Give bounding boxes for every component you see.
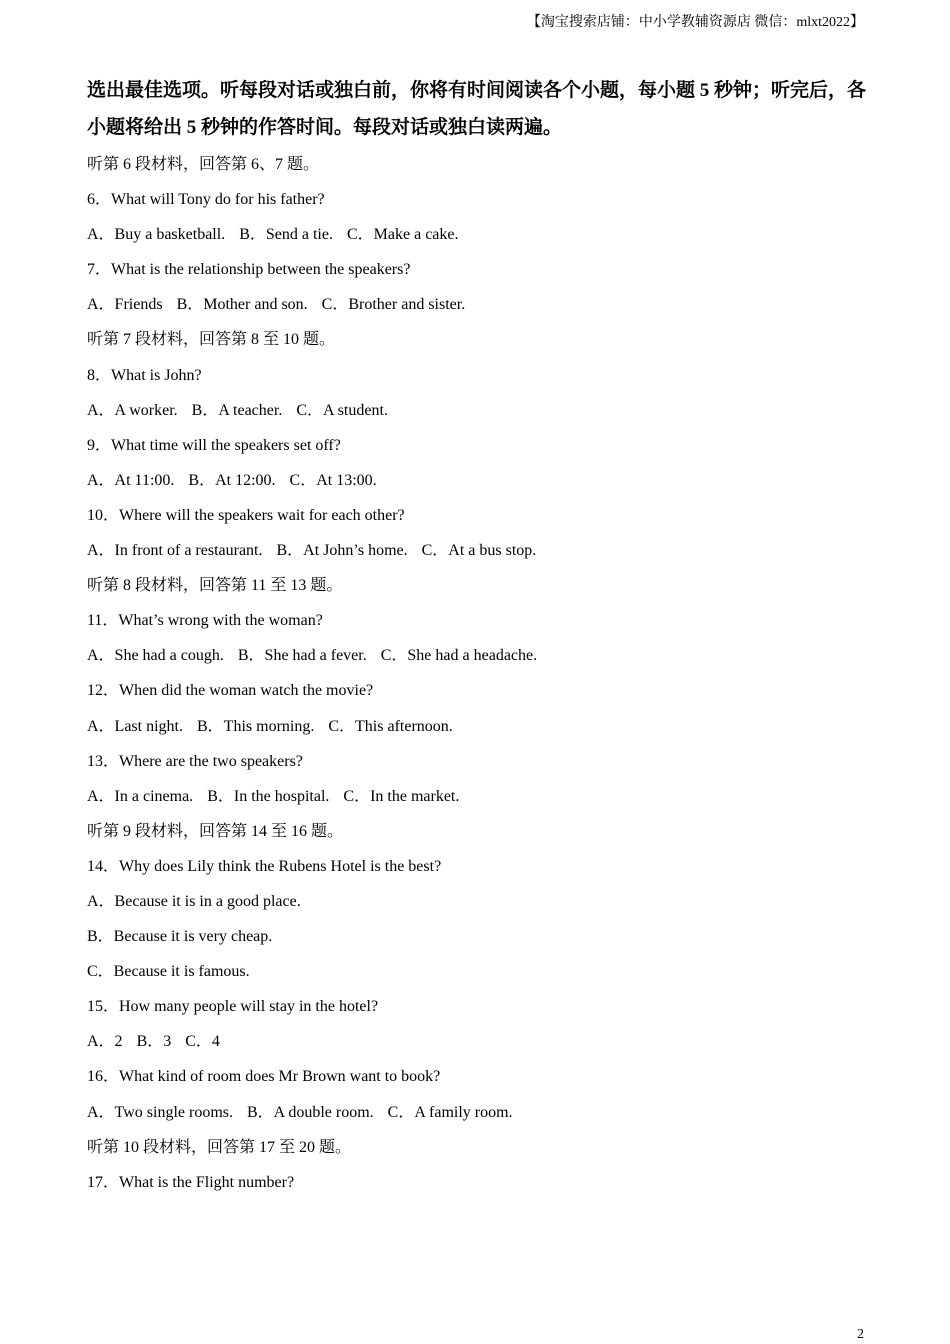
answer-option: C．Brother and sister. — [321, 296, 466, 314]
answer-option: A．2 — [87, 1033, 123, 1051]
question-text: 7．What is the relationship between the speakers? — [87, 261, 411, 279]
answer-option: B．Mother and son. — [176, 296, 308, 314]
answer-option: A．Buy a basketball. — [87, 226, 226, 244]
question-text: 15．How many people will stay in the hotel? — [87, 998, 379, 1016]
question-text: 14．Why does Lily think the Rubens Hotel is the best? — [87, 857, 442, 875]
answer-options — [87, 1024, 867, 1059]
question-text: 16．What kind of room does Mr Brown want to book? — [87, 1068, 441, 1086]
answer-option: C．Because it is famous. — [87, 963, 250, 981]
page-number: 2 — [857, 1327, 864, 1342]
answer-options — [87, 287, 867, 322]
section-heading: 听第 7 段材料，回答第 8 至 10 题。 — [87, 331, 336, 349]
answer-option: C．At a bus stop. — [421, 542, 537, 560]
answer-options — [87, 919, 867, 954]
question-text: 9．What time will the speakers set off? — [87, 436, 341, 454]
answer-options — [87, 954, 867, 989]
answer-options — [87, 779, 867, 814]
answer-option: B．Because it is very cheap. — [87, 928, 273, 946]
answer-option: C．She had a headache. — [380, 647, 538, 665]
answer-option: A．At 11:00. — [87, 471, 175, 489]
answer-options — [87, 533, 867, 568]
question-list — [87, 147, 867, 1200]
answer-option: C．4 — [185, 1033, 220, 1051]
answer-option: A．Friends — [87, 296, 163, 314]
answer-option: B．A teacher. — [191, 401, 283, 419]
page-header: 【淘宝搜索店铺：中小学教辅资源店 微信：mlxt2022】 — [526, 15, 864, 30]
question-text: 10．Where will the speakers wait for each other? — [87, 506, 405, 524]
instructions: 选出最佳选项。听每段对话或独白前，你将有时间阅读各个小题，每小题 5 秒钟；听完后，各小题将给出 5 秒钟的作答时间。每段对话或独白读两遍。 — [87, 80, 867, 138]
answer-option: A．Because it is in a good place. — [87, 892, 301, 910]
document-body — [87, 72, 867, 1200]
answer-option: B．Send a tie. — [239, 226, 333, 244]
question-text: 12．When did the woman watch the movie? — [87, 682, 374, 700]
question-text: 13．Where are the two speakers? — [87, 752, 303, 770]
answer-option: C．At 13:00. — [289, 471, 377, 489]
answer-option: A．In a cinema. — [87, 787, 194, 805]
answer-option: B．She had a fever. — [237, 647, 367, 665]
answer-option: A．She had a cough. — [87, 647, 224, 665]
answer-option: B．This morning. — [197, 717, 315, 735]
answer-option: C．A student. — [296, 401, 388, 419]
answer-option: B．A double room. — [247, 1103, 374, 1121]
answer-option: A．Last night. — [87, 717, 183, 735]
question-text: 6．What will Tony do for his father? — [87, 191, 325, 209]
answer-option: C．In the market. — [343, 787, 460, 805]
answer-option: B．At John’s home. — [276, 542, 408, 560]
question-text: 11．What’s wrong with the woman? — [87, 612, 323, 630]
answer-option: C．Make a cake. — [346, 226, 459, 244]
answer-options — [87, 884, 867, 919]
section-heading: 听第 8 段材料，回答第 11 至 13 题。 — [87, 577, 343, 595]
answer-options — [87, 638, 867, 673]
answer-options — [87, 393, 867, 428]
answer-option: B．In the hospital. — [207, 787, 330, 805]
answer-option: C．A family room. — [387, 1103, 513, 1121]
question-text: 8．What is John? — [87, 366, 202, 384]
section-heading: 听第 6 段材料，回答第 6、7 题。 — [87, 156, 320, 173]
answer-option: A．In front of a restaurant. — [87, 542, 263, 560]
answer-option: C．This afternoon. — [328, 717, 453, 735]
answer-options — [87, 463, 867, 498]
answer-options — [87, 1095, 867, 1130]
answer-option: B．At 12:00. — [188, 471, 276, 489]
section-heading: 听第 10 段材料，回答第 17 至 20 题。 — [87, 1138, 352, 1156]
answer-option: B．3 — [136, 1033, 172, 1051]
answer-option: A．A worker. — [87, 401, 178, 419]
question-text: 17．What is the Flight number? — [87, 1173, 295, 1191]
answer-option: A．Two single rooms. — [87, 1103, 233, 1121]
answer-options — [87, 709, 867, 744]
answer-options — [87, 217, 867, 252]
section-heading: 听第 9 段材料，回答第 14 至 16 题。 — [87, 822, 344, 840]
